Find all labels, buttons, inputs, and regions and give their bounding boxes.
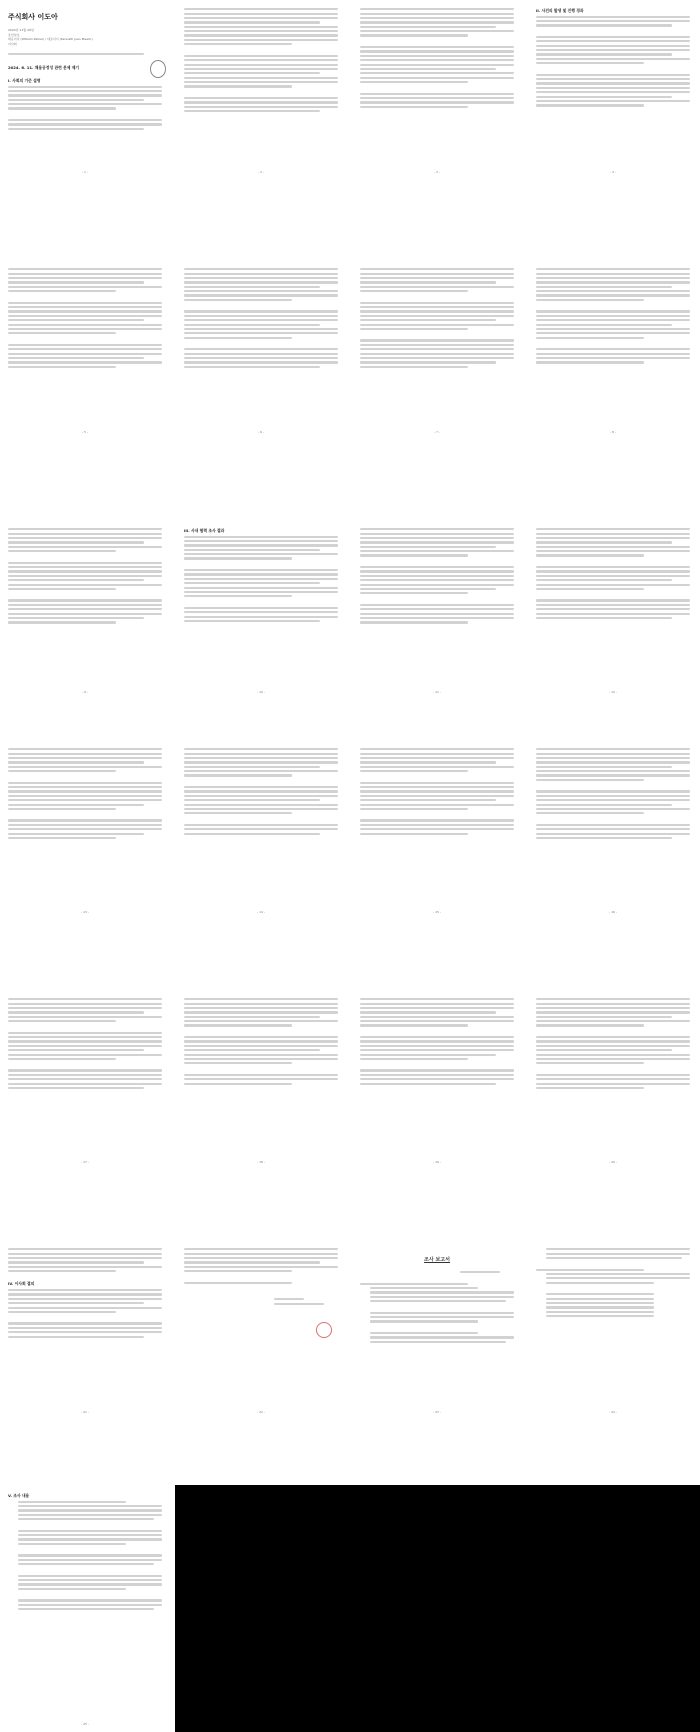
page-22 — [176, 1240, 346, 1420]
page-number: - 8 - — [610, 430, 616, 434]
page-number: - 10 - — [257, 690, 265, 694]
page-16 — [528, 740, 698, 920]
page-13 — [0, 740, 170, 920]
page-17 — [0, 990, 170, 1170]
page-number: - 17 - — [81, 1160, 89, 1164]
meta-board: 이사회 — [8, 41, 17, 46]
page-number: - 7 - — [434, 430, 440, 434]
page-number: - 9 - — [82, 690, 88, 694]
page-number: - 19 - — [433, 1160, 441, 1164]
page-number: - 3 - — [434, 170, 440, 174]
page-number: - 22 - — [257, 1410, 265, 1414]
page-number: - 1 - — [82, 170, 88, 174]
page-10 — [176, 520, 346, 700]
page-1 — [0, 0, 170, 180]
page-5 — [0, 260, 170, 440]
page-20 — [528, 990, 698, 1170]
page-number: - 11 - — [433, 690, 441, 694]
page-21 — [0, 1240, 170, 1420]
report-title: 조사 보고서 — [424, 1257, 450, 1263]
page-number: - 5 - — [82, 430, 88, 434]
page-number: - 4 - — [610, 170, 616, 174]
page-9 — [0, 520, 170, 700]
page-4 — [528, 0, 698, 180]
page-number: - 20 - — [609, 1160, 617, 1164]
page-23 — [352, 1240, 522, 1420]
page-number: - 25 - — [81, 1722, 89, 1726]
page-number: - 16 - — [609, 910, 617, 914]
page-number: - 14 - — [257, 910, 265, 914]
page-7 — [352, 260, 522, 440]
page-number: - 2 - — [258, 170, 264, 174]
page-number: - 21 - — [81, 1410, 89, 1414]
page-number: - 15 - — [433, 910, 441, 914]
page-number: - 18 - — [257, 1160, 265, 1164]
meta-date: 2024년 11월 26일 — [8, 28, 34, 32]
page-12 — [528, 520, 698, 700]
page-14 — [176, 740, 346, 920]
seal-stamp-icon — [316, 1322, 332, 1338]
page-2 — [176, 0, 346, 180]
page-3 — [352, 0, 522, 180]
page-number: - 12 - — [609, 690, 617, 694]
round-stamp-icon — [150, 60, 166, 78]
page-number: - 6 - — [258, 430, 264, 434]
meta-signers: 대표이사 (William Parker) / 대표이사 (Kenneth Juan Mealic) — [8, 37, 93, 41]
section-heading: 2024. 6. 11. 채용공정성 관련 문제 제기 — [8, 64, 80, 70]
page-18 — [176, 990, 346, 1170]
section-heading: I. 사회의 기준 설명 — [8, 77, 41, 83]
document-title: 주식회사 이도아 — [8, 13, 58, 21]
page-25 — [0, 1485, 170, 1732]
page-11 — [352, 520, 522, 700]
page-number: - 23 - — [433, 1410, 441, 1414]
page-6 — [176, 260, 346, 440]
page-15 — [352, 740, 522, 920]
empty-black-area — [175, 1485, 700, 1732]
page-8 — [528, 260, 698, 440]
section-heading: IV. 이사회 결의 — [8, 1281, 35, 1287]
section-heading: II. 사건의 발생 및 진행 경과 — [536, 8, 584, 13]
meta-source: 조선일보 — [8, 32, 20, 37]
text-line — [8, 53, 144, 55]
page-number: - 24 - — [609, 1410, 617, 1414]
section-heading: V. 조사 내용 — [8, 1493, 30, 1498]
page-number: - 13 - — [81, 910, 89, 914]
page-24 — [528, 1240, 698, 1420]
page-19 — [352, 990, 522, 1170]
section-heading: III. 사내 협력 조사 결과 — [184, 528, 225, 533]
